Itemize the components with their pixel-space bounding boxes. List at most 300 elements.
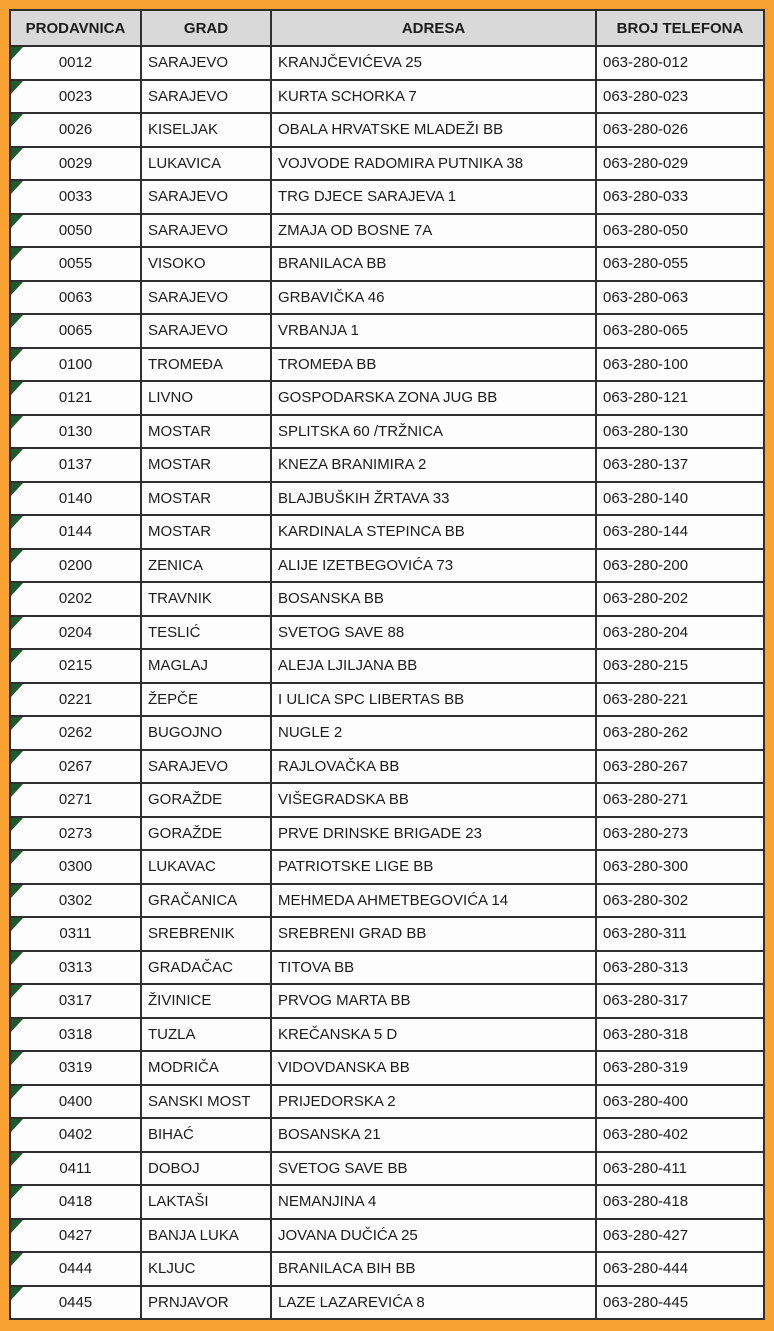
table-row xyxy=(10,649,764,683)
cell-text: SANSKI MOST xyxy=(148,1092,251,1110)
table-row xyxy=(10,1118,764,1152)
table-row xyxy=(10,314,764,348)
cell-text: SARAJEVO xyxy=(148,221,229,239)
cell-text: 063-280-121 xyxy=(603,389,689,407)
cell-text: 0050 xyxy=(58,221,93,239)
cell-corner-marker-icon xyxy=(11,583,23,596)
table-row xyxy=(10,46,764,80)
table-row xyxy=(10,214,764,248)
cell-text: MODRIČA xyxy=(148,1059,219,1077)
cell-text: LAKTAŠI xyxy=(148,1193,209,1211)
table-cell-grad xyxy=(141,46,271,80)
table-cell-adresa xyxy=(271,80,596,114)
table-row xyxy=(10,1185,764,1219)
cell-text: 0202 xyxy=(58,590,93,608)
cell-text: TITOVA BB xyxy=(278,958,355,976)
table-row xyxy=(10,951,764,985)
cell-text: KREČANSKA 5 D xyxy=(278,1025,398,1043)
table-row xyxy=(10,381,764,415)
table-cell-prodavnica xyxy=(10,984,141,1018)
cell-corner-marker-icon xyxy=(11,449,23,462)
table-cell-adresa xyxy=(271,448,596,482)
table-row xyxy=(10,1018,764,1052)
cell-text: 0267 xyxy=(58,757,93,775)
cell-text: KNEZA BRANIMIRA 2 xyxy=(278,456,427,474)
table-row xyxy=(10,515,764,549)
table-cell-adresa xyxy=(271,1185,596,1219)
cell-text: PRVE DRINSKE BRIGADE 23 xyxy=(278,824,482,842)
cell-text: RAJLOVAČKA BB xyxy=(278,757,400,775)
table-row xyxy=(10,984,764,1018)
cell-text: 0313 xyxy=(58,958,93,976)
table-cell-prodavnica xyxy=(10,113,141,147)
table-cell-adresa xyxy=(271,147,596,181)
cell-text: 063-280-411 xyxy=(603,1159,687,1177)
cell-corner-marker-icon xyxy=(11,751,23,764)
table-row xyxy=(10,549,764,583)
table-row xyxy=(10,1286,764,1320)
cell-text: 063-280-029 xyxy=(603,154,689,172)
table-cell-prodavnica xyxy=(10,582,141,616)
table-cell-prodavnica xyxy=(10,783,141,817)
cell-text: SPLITSKA 60 /TRŽNICA xyxy=(278,422,444,440)
cell-text: GOSPODARSKA ZONA JUG BB xyxy=(278,389,498,407)
table-cell-prodavnica xyxy=(10,683,141,717)
cell-text: TUZLA xyxy=(148,1025,196,1043)
table-cell-telefon xyxy=(596,482,764,516)
cell-text: 063-280-445 xyxy=(603,1293,689,1311)
table-cell-adresa xyxy=(271,482,596,516)
cell-text: 063-280-204 xyxy=(603,623,689,641)
table-cell-telefon xyxy=(596,884,764,918)
table-cell-adresa xyxy=(271,113,596,147)
table-cell-prodavnica xyxy=(10,1051,141,1085)
table-cell-adresa xyxy=(271,683,596,717)
table-cell-adresa xyxy=(271,1085,596,1119)
cell-text: 0029 xyxy=(58,154,93,172)
table-row xyxy=(10,783,764,817)
cell-text: BOSANSKA BB xyxy=(278,590,384,608)
cell-corner-marker-icon xyxy=(11,148,23,161)
cell-text: 0319 xyxy=(58,1059,93,1077)
table-cell-adresa xyxy=(271,783,596,817)
cell-text: 063-280-055 xyxy=(603,255,689,273)
cell-text: BUGOJNO xyxy=(148,724,223,742)
cell-corner-marker-icon xyxy=(11,114,23,127)
table-cell-telefon xyxy=(596,783,764,817)
cell-text: NEMANJINA 4 xyxy=(278,1193,377,1211)
table-cell-grad xyxy=(141,147,271,181)
cell-text: SREBRENI GRAD BB xyxy=(278,925,427,943)
cell-text: 0012 xyxy=(58,54,93,72)
cell-text: VOJVODE RADOMIRA PUTNIKA 38 xyxy=(278,154,524,172)
cell-corner-marker-icon xyxy=(11,1253,23,1266)
table-cell-grad xyxy=(141,750,271,784)
store-table xyxy=(9,9,765,1320)
table-cell-grad xyxy=(141,582,271,616)
table-cell-adresa xyxy=(271,750,596,784)
cell-text: 0445 xyxy=(58,1293,93,1311)
table-cell-grad xyxy=(141,381,271,415)
cell-text: KRANJČEVIĆEVA 25 xyxy=(278,54,422,72)
cell-text: 0427 xyxy=(58,1226,93,1244)
table-cell-telefon xyxy=(596,1286,764,1320)
cell-corner-marker-icon xyxy=(11,952,23,965)
table-cell-grad xyxy=(141,850,271,884)
cell-text: 0026 xyxy=(58,121,93,139)
cell-corner-marker-icon xyxy=(11,483,23,496)
cell-text: LUKAVICA xyxy=(148,154,222,172)
table-cell-telefon xyxy=(596,46,764,80)
cell-corner-marker-icon xyxy=(11,1186,23,1199)
table-cell-grad xyxy=(141,1152,271,1186)
table-cell-grad xyxy=(141,549,271,583)
table-cell-prodavnica xyxy=(10,649,141,683)
cell-text: BRANILACA BIH BB xyxy=(278,1260,416,1278)
cell-text: TRAVNIK xyxy=(148,590,212,608)
table-cell-telefon xyxy=(596,817,764,851)
cell-text: 0215 xyxy=(58,657,93,675)
cell-text: 0400 xyxy=(58,1092,93,1110)
cell-text: 0402 xyxy=(58,1126,93,1144)
cell-text: 063-280-065 xyxy=(603,322,689,340)
cell-corner-marker-icon xyxy=(11,717,23,730)
cell-text: LIVNO xyxy=(148,389,194,407)
table-cell-telefon xyxy=(596,1051,764,1085)
cell-text: 063-280-313 xyxy=(603,958,689,976)
table-cell-adresa xyxy=(271,314,596,348)
table-row xyxy=(10,281,764,315)
cell-text: 063-280-221 xyxy=(603,690,689,708)
cell-text: 0273 xyxy=(58,824,93,842)
cell-text: 063-280-400 xyxy=(603,1092,689,1110)
table-cell-prodavnica xyxy=(10,1018,141,1052)
table-row xyxy=(10,582,764,616)
table-cell-adresa xyxy=(271,1219,596,1253)
table-cell-adresa xyxy=(271,817,596,851)
cell-text: 063-280-302 xyxy=(603,891,689,909)
table-cell-telefon xyxy=(596,1118,764,1152)
cell-text: ZMAJA OD BOSNE 7A xyxy=(278,221,433,239)
table-cell-adresa xyxy=(271,1152,596,1186)
table-cell-telefon xyxy=(596,616,764,650)
cell-corner-marker-icon xyxy=(11,985,23,998)
table-cell-grad xyxy=(141,214,271,248)
table-cell-adresa xyxy=(271,850,596,884)
table-body xyxy=(10,46,764,1319)
cell-corner-marker-icon xyxy=(11,918,23,931)
cell-corner-marker-icon xyxy=(11,1086,23,1099)
table-cell-prodavnica xyxy=(10,448,141,482)
cell-text: SREBRENIK xyxy=(148,925,235,943)
cell-text: MAGLAJ xyxy=(148,657,209,675)
cell-text: TRG DJECE SARAJEVA 1 xyxy=(278,188,457,206)
cell-text: 063-280-033 xyxy=(603,188,689,206)
table-cell-grad xyxy=(141,1051,271,1085)
cell-corner-marker-icon xyxy=(11,315,23,328)
cell-text: ZENICA xyxy=(148,556,204,574)
cell-corner-marker-icon xyxy=(11,282,23,295)
table-cell-prodavnica xyxy=(10,1118,141,1152)
table-cell-telefon xyxy=(596,850,764,884)
table-cell-prodavnica xyxy=(10,1185,141,1219)
cell-text: 0204 xyxy=(58,623,93,641)
cell-text: I ULICA SPC LIBERTAS BB xyxy=(278,690,465,708)
cell-text: KISELJAK xyxy=(148,121,219,139)
cell-text: MOSTAR xyxy=(148,456,212,474)
table-cell-telefon xyxy=(596,281,764,315)
table-cell-telefon xyxy=(596,113,764,147)
table-row xyxy=(10,180,764,214)
table-cell-grad xyxy=(141,817,271,851)
table-row xyxy=(10,147,764,181)
table-cell-adresa xyxy=(271,984,596,1018)
table-cell-adresa xyxy=(271,582,596,616)
cell-text: 0055 xyxy=(58,255,93,273)
table-row xyxy=(10,817,764,851)
table-cell-telefon xyxy=(596,448,764,482)
cell-text: 063-280-137 xyxy=(603,456,689,474)
cell-text: MOSTAR xyxy=(148,422,212,440)
cell-text: 0065 xyxy=(58,322,93,340)
table-cell-grad xyxy=(141,1085,271,1119)
table-cell-telefon xyxy=(596,984,764,1018)
cell-text: 0317 xyxy=(58,992,93,1010)
cell-text: 0411 xyxy=(59,1159,92,1177)
table-cell-adresa xyxy=(271,46,596,80)
cell-text: 0121 xyxy=(58,389,93,407)
cell-corner-marker-icon xyxy=(11,181,23,194)
table-cell-grad xyxy=(141,80,271,114)
cell-text: 0033 xyxy=(58,188,93,206)
table-cell-prodavnica xyxy=(10,214,141,248)
table-cell-grad xyxy=(141,1252,271,1286)
cell-corner-marker-icon xyxy=(11,516,23,529)
table-cell-adresa xyxy=(271,716,596,750)
table-cell-prodavnica xyxy=(10,1252,141,1286)
table-row xyxy=(10,482,764,516)
table-cell-telefon xyxy=(596,716,764,750)
table-row xyxy=(10,348,764,382)
cell-text: 0063 xyxy=(58,288,93,306)
cell-text: 063-280-200 xyxy=(603,556,689,574)
table-cell-adresa xyxy=(271,616,596,650)
table-cell-adresa xyxy=(271,515,596,549)
cell-text: 063-280-427 xyxy=(603,1226,689,1244)
cell-text: NUGLE 2 xyxy=(278,724,343,742)
cell-text: KARDINALA STEPINCA BB xyxy=(278,523,465,541)
table-row xyxy=(10,1085,764,1119)
cell-corner-marker-icon xyxy=(11,1119,23,1132)
table-cell-telefon xyxy=(596,1252,764,1286)
table-cell-prodavnica xyxy=(10,616,141,650)
table-row xyxy=(10,683,764,717)
table-cell-prodavnica xyxy=(10,817,141,851)
table-cell-telefon xyxy=(596,683,764,717)
table-cell-adresa xyxy=(271,348,596,382)
cell-text: 063-280-317 xyxy=(603,992,689,1010)
table-cell-grad xyxy=(141,1219,271,1253)
table-cell-grad xyxy=(141,1018,271,1052)
table-cell-prodavnica xyxy=(10,716,141,750)
table-row xyxy=(10,917,764,951)
cell-text: ŽEPČE xyxy=(148,690,199,708)
table-cell-grad xyxy=(141,683,271,717)
table-row xyxy=(10,80,764,114)
cell-corner-marker-icon xyxy=(11,1153,23,1166)
table-cell-adresa xyxy=(271,381,596,415)
table-cell-telefon xyxy=(596,649,764,683)
table-cell-grad xyxy=(141,113,271,147)
cell-text: 0300 xyxy=(58,858,93,876)
table-cell-adresa xyxy=(271,549,596,583)
table-cell-telefon xyxy=(596,214,764,248)
cell-corner-marker-icon xyxy=(11,1052,23,1065)
table-cell-prodavnica xyxy=(10,381,141,415)
cell-text: 063-280-418 xyxy=(603,1193,689,1211)
table-cell-grad xyxy=(141,716,271,750)
cell-text: GRAČANICA xyxy=(148,891,238,909)
cell-text: DOBOJ xyxy=(148,1159,200,1177)
cell-text: 063-280-311 xyxy=(603,925,687,943)
cell-corner-marker-icon xyxy=(11,382,23,395)
table-row xyxy=(10,750,764,784)
table-cell-telefon xyxy=(596,80,764,114)
table-row xyxy=(10,113,764,147)
cell-text: 0140 xyxy=(58,489,93,507)
cell-text: VRBANJA 1 xyxy=(278,322,359,340)
table-row xyxy=(10,716,764,750)
cell-text: 063-280-050 xyxy=(603,221,689,239)
cell-text: 0302 xyxy=(58,891,93,909)
table-cell-prodavnica xyxy=(10,80,141,114)
table-cell-adresa xyxy=(271,214,596,248)
cell-text: VIDOVDANSKA BB xyxy=(278,1059,410,1077)
header-row xyxy=(10,10,764,46)
cell-text: 0311 xyxy=(59,925,92,943)
cell-text: 063-280-012 xyxy=(603,54,689,72)
cell-text: 0418 xyxy=(58,1193,93,1211)
table-cell-telefon xyxy=(596,951,764,985)
table-cell-prodavnica xyxy=(10,750,141,784)
cell-text: 0144 xyxy=(58,523,93,541)
table-row xyxy=(10,415,764,449)
cell-corner-marker-icon xyxy=(11,550,23,563)
table-row xyxy=(10,247,764,281)
cell-text: VIŠEGRADSKA BB xyxy=(278,791,409,809)
table-cell-grad xyxy=(141,984,271,1018)
table-row xyxy=(10,1152,764,1186)
table-cell-grad xyxy=(141,281,271,315)
cell-corner-marker-icon xyxy=(11,885,23,898)
table-cell-prodavnica xyxy=(10,180,141,214)
table-cell-prodavnica xyxy=(10,951,141,985)
cell-text: 063-280-100 xyxy=(603,355,689,373)
col-header-prodavnica: PRODAVNICA xyxy=(10,10,141,46)
cell-corner-marker-icon xyxy=(11,1019,23,1032)
cell-text: 063-280-023 xyxy=(603,87,689,105)
cell-text: MOSTAR xyxy=(148,489,212,507)
table-cell-telefon xyxy=(596,917,764,951)
cell-text: TESLIĆ xyxy=(148,623,201,641)
table-cell-grad xyxy=(141,482,271,516)
cell-text: TROMEĐA BB xyxy=(278,355,377,373)
table-cell-telefon xyxy=(596,515,764,549)
table-row xyxy=(10,1051,764,1085)
cell-text: 0262 xyxy=(58,724,93,742)
table-cell-adresa xyxy=(271,1051,596,1085)
cell-corner-marker-icon xyxy=(11,47,23,60)
cell-text: 063-280-130 xyxy=(603,422,689,440)
cell-text: BLAJBUŠKIH ŽRTAVA 33 xyxy=(278,489,450,507)
table-cell-telefon xyxy=(596,180,764,214)
table-cell-prodavnica xyxy=(10,46,141,80)
table-cell-adresa xyxy=(271,415,596,449)
cell-text: 063-280-318 xyxy=(603,1025,689,1043)
cell-text: ALEJA LJILJANA BB xyxy=(278,657,418,675)
cell-text: 063-280-144 xyxy=(603,523,689,541)
table-cell-telefon xyxy=(596,1219,764,1253)
table-cell-telefon xyxy=(596,549,764,583)
table-cell-prodavnica xyxy=(10,415,141,449)
table-cell-grad xyxy=(141,951,271,985)
cell-text: LAZE LAZAREVIĆA 8 xyxy=(278,1293,425,1311)
table-cell-prodavnica xyxy=(10,281,141,315)
table-row xyxy=(10,884,764,918)
table-cell-telefon xyxy=(596,415,764,449)
table-cell-telefon xyxy=(596,314,764,348)
cell-corner-marker-icon xyxy=(11,684,23,697)
cell-text: LUKAVAC xyxy=(148,858,216,876)
table-cell-grad xyxy=(141,783,271,817)
table-cell-prodavnica xyxy=(10,549,141,583)
cell-corner-marker-icon xyxy=(11,851,23,864)
cell-text: 063-280-402 xyxy=(603,1126,689,1144)
table-row xyxy=(10,448,764,482)
table-cell-prodavnica xyxy=(10,515,141,549)
table-row xyxy=(10,850,764,884)
cell-text: 0444 xyxy=(58,1260,93,1278)
cell-corner-marker-icon xyxy=(11,248,23,261)
table-cell-grad xyxy=(141,917,271,951)
col-header-adresa: ADRESA xyxy=(271,10,596,46)
table-cell-grad xyxy=(141,884,271,918)
cell-corner-marker-icon xyxy=(11,1220,23,1233)
table-cell-prodavnica xyxy=(10,247,141,281)
cell-text: KURTA SCHORKA 7 xyxy=(278,87,417,105)
table-cell-prodavnica xyxy=(10,1219,141,1253)
table-cell-adresa xyxy=(271,884,596,918)
table-cell-grad xyxy=(141,1118,271,1152)
cell-text: BANJA LUKA xyxy=(148,1226,239,1244)
table-cell-telefon xyxy=(596,348,764,382)
cell-corner-marker-icon xyxy=(11,784,23,797)
cell-text: SARAJEVO xyxy=(148,322,229,340)
table-cell-prodavnica xyxy=(10,884,141,918)
table-cell-adresa xyxy=(271,180,596,214)
cell-text: 0100 xyxy=(58,355,93,373)
cell-text: SVETOG SAVE 88 xyxy=(278,623,405,641)
cell-text: KLJUC xyxy=(148,1260,196,1278)
table-cell-prodavnica xyxy=(10,314,141,348)
table-row xyxy=(10,616,764,650)
cell-text: GRBAVIČKA 46 xyxy=(278,288,385,306)
table-row xyxy=(10,1219,764,1253)
cell-text: GORAŽDE xyxy=(148,824,223,842)
table-cell-grad xyxy=(141,415,271,449)
table-cell-telefon xyxy=(596,1085,764,1119)
table-cell-prodavnica xyxy=(10,1085,141,1119)
